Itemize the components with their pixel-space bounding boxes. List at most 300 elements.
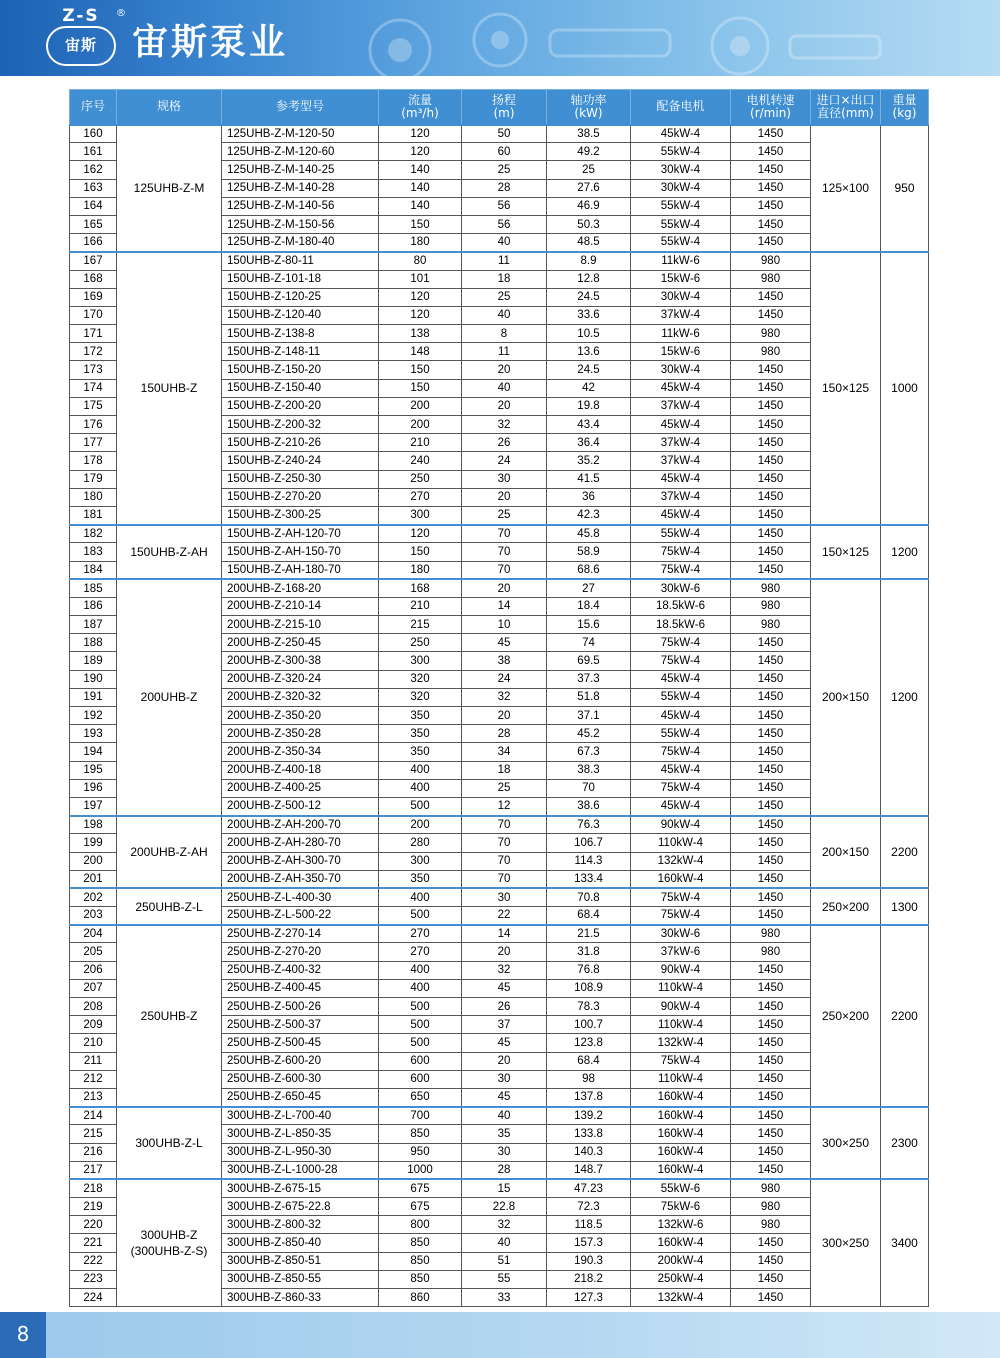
cell-no: 190 bbox=[70, 670, 117, 688]
cell-flow: 400 bbox=[379, 779, 462, 797]
cell-no: 172 bbox=[70, 343, 117, 361]
cell-flow: 140 bbox=[379, 161, 462, 179]
cell-speed: 1450 bbox=[731, 125, 811, 143]
cell-model: 250UHB-Z-400-45 bbox=[222, 979, 379, 997]
cell-model: 250UHB-Z-650-45 bbox=[222, 1088, 379, 1106]
cell-model: 250UHB-Z-L-500-22 bbox=[222, 907, 379, 925]
cell-model: 250UHB-Z-270-14 bbox=[222, 925, 379, 943]
cell-power: 13.6 bbox=[547, 343, 631, 361]
cell-port: 125×100 bbox=[811, 125, 881, 252]
cell-motor: 75kW-4 bbox=[631, 652, 731, 670]
cell-power: 137.8 bbox=[547, 1088, 631, 1106]
cell-power: 47.23 bbox=[547, 1179, 631, 1197]
cell-motor: 37kW-4 bbox=[631, 306, 731, 324]
table-row bbox=[70, 816, 929, 834]
cell-head: 20 bbox=[462, 579, 547, 597]
cell-speed: 1450 bbox=[731, 1034, 811, 1052]
cell-speed: 1450 bbox=[731, 1070, 811, 1088]
cell-head: 8 bbox=[462, 325, 547, 343]
cell-no: 169 bbox=[70, 288, 117, 306]
cell-power: 190.3 bbox=[547, 1252, 631, 1270]
cell-head: 18 bbox=[462, 761, 547, 779]
cell-head: 33 bbox=[462, 1289, 547, 1307]
cell-port: 150×125 bbox=[811, 525, 881, 580]
cell-head: 25 bbox=[462, 779, 547, 797]
cell-no: 167 bbox=[70, 252, 117, 270]
cell-motor: 15kW-6 bbox=[631, 270, 731, 288]
cell-no: 179 bbox=[70, 470, 117, 488]
cell-head: 37 bbox=[462, 1016, 547, 1034]
cell-model: 200UHB-Z-168-20 bbox=[222, 579, 379, 597]
table-row bbox=[70, 252, 929, 270]
cell-model: 250UHB-Z-500-26 bbox=[222, 998, 379, 1016]
cell-model: 200UHB-Z-300-38 bbox=[222, 652, 379, 670]
cell-power: 45.2 bbox=[547, 725, 631, 743]
cell-no: 173 bbox=[70, 361, 117, 379]
cell-motor: 45kW-4 bbox=[631, 707, 731, 725]
cell-head: 60 bbox=[462, 143, 547, 161]
cell-head: 30 bbox=[462, 470, 547, 488]
cell-speed: 1450 bbox=[731, 852, 811, 870]
cell-model: 250UHB-Z-500-45 bbox=[222, 1034, 379, 1052]
cell-power: 218.2 bbox=[547, 1270, 631, 1288]
cell-speed: 1450 bbox=[731, 743, 811, 761]
cell-motor: 90kW-4 bbox=[631, 961, 731, 979]
cell-motor: 55kW-4 bbox=[631, 234, 731, 252]
page-number-box bbox=[0, 1312, 46, 1358]
cell-motor: 45kW-4 bbox=[631, 470, 731, 488]
cell-flow: 168 bbox=[379, 579, 462, 597]
cell-port: 200×150 bbox=[811, 816, 881, 889]
cell-power: 76.3 bbox=[547, 816, 631, 834]
cell-flow: 400 bbox=[379, 961, 462, 979]
cell-motor: 160kW-4 bbox=[631, 1234, 731, 1252]
cell-motor: 75kW-4 bbox=[631, 907, 731, 925]
cell-head: 20 bbox=[462, 397, 547, 415]
cell-flow: 148 bbox=[379, 343, 462, 361]
cell-head: 28 bbox=[462, 1161, 547, 1179]
cell-motor: 45kW-4 bbox=[631, 379, 731, 397]
cell-no: 211 bbox=[70, 1052, 117, 1070]
cell-flow: 500 bbox=[379, 797, 462, 815]
cell-flow: 850 bbox=[379, 1252, 462, 1270]
cell-motor: 11kW-6 bbox=[631, 252, 731, 270]
spec-label: 300UHB-Z-L bbox=[135, 1136, 203, 1150]
cell-flow: 200 bbox=[379, 397, 462, 415]
cell-motor: 132kW-4 bbox=[631, 852, 731, 870]
cell-motor: 160kW-4 bbox=[631, 870, 731, 888]
cell-speed: 980 bbox=[731, 616, 811, 634]
cell-power: 114.3 bbox=[547, 852, 631, 870]
cell-power: 38.5 bbox=[547, 125, 631, 143]
cell-no: 188 bbox=[70, 634, 117, 652]
cell-model: 200UHB-Z-AH-300-70 bbox=[222, 852, 379, 870]
cell-flow: 600 bbox=[379, 1052, 462, 1070]
cell-model: 300UHB-Z-L-1000-28 bbox=[222, 1161, 379, 1179]
cell-no: 194 bbox=[70, 743, 117, 761]
cell-no: 201 bbox=[70, 870, 117, 888]
cell-power: 10.5 bbox=[547, 325, 631, 343]
cell-no: 185 bbox=[70, 579, 117, 597]
cell-flow: 200 bbox=[379, 816, 462, 834]
cell-no: 208 bbox=[70, 998, 117, 1016]
cell-power: 133.4 bbox=[547, 870, 631, 888]
cell-head: 26 bbox=[462, 998, 547, 1016]
cell-model: 300UHB-Z-675-22.8 bbox=[222, 1198, 379, 1216]
cell-speed: 1450 bbox=[731, 215, 811, 233]
cell-power: 38.6 bbox=[547, 797, 631, 815]
cell-model: 200UHB-Z-AH-280-70 bbox=[222, 834, 379, 852]
cell-power: 27 bbox=[547, 579, 631, 597]
cell-motor: 132kW-4 bbox=[631, 1289, 731, 1307]
cell-power: 98 bbox=[547, 1070, 631, 1088]
cell-head: 40 bbox=[462, 1107, 547, 1125]
cell-model: 150UHB-Z-150-40 bbox=[222, 379, 379, 397]
cell-speed: 1450 bbox=[731, 234, 811, 252]
cell-model: 125UHB-Z-M-180-40 bbox=[222, 234, 379, 252]
cell-motor: 75kW-4 bbox=[631, 634, 731, 652]
cell-speed: 1450 bbox=[731, 161, 811, 179]
cell-spec bbox=[117, 252, 222, 525]
cell-flow: 350 bbox=[379, 725, 462, 743]
cell-no: 205 bbox=[70, 943, 117, 961]
cell-power: 58.9 bbox=[547, 543, 631, 561]
cell-head: 56 bbox=[462, 215, 547, 233]
cell-power: 37.3 bbox=[547, 670, 631, 688]
cell-flow: 270 bbox=[379, 943, 462, 961]
cell-spec bbox=[117, 579, 222, 815]
cell-motor: 30kW-4 bbox=[631, 361, 731, 379]
cell-power: 148.7 bbox=[547, 1161, 631, 1179]
cell-head: 70 bbox=[462, 834, 547, 852]
cell-flow: 950 bbox=[379, 1143, 462, 1161]
cell-no: 223 bbox=[70, 1270, 117, 1288]
cell-speed: 1450 bbox=[731, 543, 811, 561]
cell-speed: 1450 bbox=[731, 488, 811, 506]
cell-flow: 400 bbox=[379, 761, 462, 779]
cell-speed: 1450 bbox=[731, 1052, 811, 1070]
cell-speed: 1450 bbox=[731, 1270, 811, 1288]
cell-power: 8.9 bbox=[547, 252, 631, 270]
cell-model: 150UHB-Z-200-32 bbox=[222, 416, 379, 434]
cell-model: 125UHB-Z-M-150-56 bbox=[222, 215, 379, 233]
cell-motor: 75kW-4 bbox=[631, 561, 731, 579]
cell-motor: 250kW-4 bbox=[631, 1270, 731, 1288]
cell-motor: 75kW-4 bbox=[631, 743, 731, 761]
cell-head: 40 bbox=[462, 379, 547, 397]
cell-flow: 675 bbox=[379, 1179, 462, 1197]
cell-head: 20 bbox=[462, 361, 547, 379]
cell-no: 170 bbox=[70, 306, 117, 324]
cell-flow: 500 bbox=[379, 907, 462, 925]
cell-speed: 1450 bbox=[731, 288, 811, 306]
cell-speed: 980 bbox=[731, 252, 811, 270]
cell-no: 171 bbox=[70, 325, 117, 343]
cell-power: 70 bbox=[547, 779, 631, 797]
cell-head: 22 bbox=[462, 907, 547, 925]
cell-speed: 980 bbox=[731, 1198, 811, 1216]
cell-model: 200UHB-Z-500-12 bbox=[222, 797, 379, 815]
cell-speed: 1450 bbox=[731, 397, 811, 415]
cell-flow: 320 bbox=[379, 670, 462, 688]
cell-head: 14 bbox=[462, 925, 547, 943]
cell-flow: 200 bbox=[379, 416, 462, 434]
cell-power: 31.8 bbox=[547, 943, 631, 961]
cell-flow: 500 bbox=[379, 998, 462, 1016]
cell-model: 200UHB-Z-215-10 bbox=[222, 616, 379, 634]
cell-no: 212 bbox=[70, 1070, 117, 1088]
cell-flow: 300 bbox=[379, 652, 462, 670]
cell-flow: 120 bbox=[379, 525, 462, 543]
cell-head: 32 bbox=[462, 961, 547, 979]
cell-model: 300UHB-Z-L-850-35 bbox=[222, 1125, 379, 1143]
cell-power: 42 bbox=[547, 379, 631, 397]
cell-flow: 140 bbox=[379, 197, 462, 215]
col-header-weight: 重量 (kg) bbox=[881, 90, 929, 125]
cell-speed: 1450 bbox=[731, 779, 811, 797]
cell-power: 25 bbox=[547, 161, 631, 179]
cell-flow: 500 bbox=[379, 1034, 462, 1052]
cell-speed: 1450 bbox=[731, 998, 811, 1016]
cell-motor: 45kW-4 bbox=[631, 125, 731, 143]
cell-motor: 30kW-6 bbox=[631, 579, 731, 597]
cell-speed: 1450 bbox=[731, 834, 811, 852]
cell-model: 250UHB-Z-600-30 bbox=[222, 1070, 379, 1088]
cell-model: 300UHB-Z-850-55 bbox=[222, 1270, 379, 1288]
cell-flow: 215 bbox=[379, 616, 462, 634]
cell-no: 176 bbox=[70, 416, 117, 434]
cell-head: 45 bbox=[462, 634, 547, 652]
cell-model: 200UHB-Z-250-45 bbox=[222, 634, 379, 652]
cell-model: 150UHB-Z-270-20 bbox=[222, 488, 379, 506]
cell-power: 24.5 bbox=[547, 361, 631, 379]
cell-motor: 37kW-4 bbox=[631, 397, 731, 415]
cell-power: 72.3 bbox=[547, 1198, 631, 1216]
cell-flow: 140 bbox=[379, 179, 462, 197]
cell-flow: 350 bbox=[379, 870, 462, 888]
cell-flow: 860 bbox=[379, 1289, 462, 1307]
col-header-model: 参考型号 bbox=[222, 90, 379, 125]
spec-label: 250UHB-Z-L bbox=[135, 899, 203, 914]
cell-spec bbox=[117, 888, 222, 924]
cell-speed: 1450 bbox=[731, 816, 811, 834]
cell-flow: 180 bbox=[379, 234, 462, 252]
cell-model: 150UHB-Z-101-18 bbox=[222, 270, 379, 288]
cell-flow: 270 bbox=[379, 488, 462, 506]
cell-motor: 160kW-4 bbox=[631, 1088, 731, 1106]
cell-weight: 2300 bbox=[881, 1107, 929, 1180]
cell-spec bbox=[117, 1107, 222, 1180]
cell-power: 123.8 bbox=[547, 1034, 631, 1052]
cell-flow: 120 bbox=[379, 125, 462, 143]
cell-speed: 1450 bbox=[731, 725, 811, 743]
cell-no: 217 bbox=[70, 1161, 117, 1179]
cell-no: 178 bbox=[70, 452, 117, 470]
cell-motor: 55kW-4 bbox=[631, 143, 731, 161]
cell-no: 186 bbox=[70, 597, 117, 615]
cell-motor: 55kW-4 bbox=[631, 197, 731, 215]
cell-power: 37.1 bbox=[547, 707, 631, 725]
cell-speed: 1450 bbox=[731, 179, 811, 197]
cell-motor: 160kW-4 bbox=[631, 1161, 731, 1179]
cell-motor: 90kW-4 bbox=[631, 816, 731, 834]
cell-head: 14 bbox=[462, 597, 547, 615]
cell-motor: 160kW-4 bbox=[631, 1143, 731, 1161]
table-row bbox=[70, 125, 929, 143]
cell-power: 118.5 bbox=[547, 1216, 631, 1234]
cell-motor: 55kW-4 bbox=[631, 688, 731, 706]
cell-motor: 110kW-4 bbox=[631, 979, 731, 997]
cell-no: 187 bbox=[70, 616, 117, 634]
cell-power: 35.2 bbox=[547, 452, 631, 470]
cell-flow: 700 bbox=[379, 1107, 462, 1125]
cell-speed: 980 bbox=[731, 1216, 811, 1234]
cell-flow: 240 bbox=[379, 452, 462, 470]
cell-flow: 350 bbox=[379, 707, 462, 725]
cell-head: 32 bbox=[462, 1216, 547, 1234]
cell-model: 200UHB-Z-210-14 bbox=[222, 597, 379, 615]
cell-power: 68.4 bbox=[547, 907, 631, 925]
cell-flow: 300 bbox=[379, 506, 462, 524]
table-body bbox=[70, 125, 929, 1307]
cell-no: 165 bbox=[70, 215, 117, 233]
table-row bbox=[70, 888, 929, 906]
cell-motor: 75kW-4 bbox=[631, 779, 731, 797]
cell-model: 150UHB-Z-250-30 bbox=[222, 470, 379, 488]
cell-speed: 1450 bbox=[731, 1252, 811, 1270]
cell-speed: 1450 bbox=[731, 1161, 811, 1179]
cell-model: 150UHB-Z-210-26 bbox=[222, 434, 379, 452]
cell-weight: 1200 bbox=[881, 525, 929, 580]
cell-no: 164 bbox=[70, 197, 117, 215]
cell-power: 69.5 bbox=[547, 652, 631, 670]
cell-flow: 150 bbox=[379, 379, 462, 397]
cell-flow: 180 bbox=[379, 561, 462, 579]
spec-label: 125UHB-Z-M bbox=[133, 181, 205, 196]
cell-no: 175 bbox=[70, 397, 117, 415]
table-row bbox=[70, 1107, 929, 1125]
cell-head: 35 bbox=[462, 1125, 547, 1143]
cell-flow: 600 bbox=[379, 1070, 462, 1088]
cell-port: 300×250 bbox=[811, 1107, 881, 1180]
cell-motor: 160kW-4 bbox=[631, 1125, 731, 1143]
cell-speed: 1450 bbox=[731, 761, 811, 779]
cell-no: 202 bbox=[70, 888, 117, 906]
cell-head: 70 bbox=[462, 561, 547, 579]
cell-model: 150UHB-Z-AH-180-70 bbox=[222, 561, 379, 579]
table-row bbox=[70, 579, 929, 597]
cell-power: 74 bbox=[547, 634, 631, 652]
cell-head: 34 bbox=[462, 743, 547, 761]
cell-flow: 500 bbox=[379, 1016, 462, 1034]
cell-head: 25 bbox=[462, 506, 547, 524]
cell-speed: 1450 bbox=[731, 1143, 811, 1161]
cell-power: 157.3 bbox=[547, 1234, 631, 1252]
cell-flow: 150 bbox=[379, 361, 462, 379]
cell-model: 150UHB-Z-138-8 bbox=[222, 325, 379, 343]
cell-speed: 1450 bbox=[731, 797, 811, 815]
cell-model: 150UHB-Z-300-25 bbox=[222, 506, 379, 524]
cell-motor: 18.5kW-6 bbox=[631, 597, 731, 615]
cell-flow: 250 bbox=[379, 634, 462, 652]
spec-label: 150UHB-Z-AH bbox=[130, 544, 208, 559]
cell-model: 300UHB-Z-675-15 bbox=[222, 1179, 379, 1197]
cell-model: 150UHB-Z-150-20 bbox=[222, 361, 379, 379]
cell-motor: 132kW-6 bbox=[631, 1216, 731, 1234]
cell-speed: 1450 bbox=[731, 434, 811, 452]
cell-power: 36 bbox=[547, 488, 631, 506]
cell-no: 177 bbox=[70, 434, 117, 452]
cell-head: 70 bbox=[462, 543, 547, 561]
company-logo bbox=[44, 6, 126, 70]
cell-speed: 980 bbox=[731, 270, 811, 288]
cell-speed: 1450 bbox=[731, 634, 811, 652]
cell-model: 200UHB-Z-320-32 bbox=[222, 688, 379, 706]
cell-spec bbox=[117, 816, 222, 889]
spec-label: 150UHB-Z bbox=[140, 381, 198, 396]
cell-speed: 1450 bbox=[731, 525, 811, 543]
table-row bbox=[70, 925, 929, 943]
cell-speed: 1450 bbox=[731, 143, 811, 161]
cell-no: 160 bbox=[70, 125, 117, 143]
cell-speed: 980 bbox=[731, 943, 811, 961]
col-header-port: 进口×出口 直径(mm) bbox=[811, 90, 881, 125]
cell-no: 207 bbox=[70, 979, 117, 997]
cell-power: 133.8 bbox=[547, 1125, 631, 1143]
cell-model: 300UHB-Z-800-32 bbox=[222, 1216, 379, 1234]
cell-head: 26 bbox=[462, 434, 547, 452]
cell-no: 180 bbox=[70, 488, 117, 506]
cell-no: 220 bbox=[70, 1216, 117, 1234]
cell-power: 48.5 bbox=[547, 234, 631, 252]
cell-head: 40 bbox=[462, 1234, 547, 1252]
table-header bbox=[70, 90, 929, 125]
cell-head: 30 bbox=[462, 1070, 547, 1088]
cell-no: 191 bbox=[70, 688, 117, 706]
cell-model: 150UHB-Z-200-20 bbox=[222, 397, 379, 415]
cell-flow: 675 bbox=[379, 1198, 462, 1216]
cell-power: 68.6 bbox=[547, 561, 631, 579]
col-header-flow: 流量 (m³/h) bbox=[379, 90, 462, 125]
cell-power: 108.9 bbox=[547, 979, 631, 997]
cell-no: 182 bbox=[70, 525, 117, 543]
cell-speed: 1450 bbox=[731, 870, 811, 888]
page-number: 8 bbox=[16, 1322, 30, 1346]
cell-model: 250UHB-Z-500-37 bbox=[222, 1016, 379, 1034]
cell-no: 168 bbox=[70, 270, 117, 288]
cell-motor: 75kW-4 bbox=[631, 543, 731, 561]
cell-motor: 30kW-6 bbox=[631, 925, 731, 943]
cell-model: 150UHB-Z-80-11 bbox=[222, 252, 379, 270]
cell-speed: 1450 bbox=[731, 361, 811, 379]
cell-flow: 250 bbox=[379, 470, 462, 488]
cell-model: 200UHB-Z-AH-200-70 bbox=[222, 816, 379, 834]
cell-flow: 350 bbox=[379, 743, 462, 761]
cell-flow: 120 bbox=[379, 306, 462, 324]
cell-model: 200UHB-Z-350-20 bbox=[222, 707, 379, 725]
cell-speed: 1450 bbox=[731, 379, 811, 397]
cell-head: 45 bbox=[462, 979, 547, 997]
cell-motor: 75kW-4 bbox=[631, 1052, 731, 1070]
cell-motor: 200kW-4 bbox=[631, 1252, 731, 1270]
cell-power: 45.8 bbox=[547, 525, 631, 543]
cell-motor: 30kW-4 bbox=[631, 288, 731, 306]
cell-no: 163 bbox=[70, 179, 117, 197]
cell-port: 150×125 bbox=[811, 252, 881, 525]
cell-motor: 30kW-4 bbox=[631, 179, 731, 197]
cell-speed: 1450 bbox=[731, 652, 811, 670]
cell-head: 45 bbox=[462, 1088, 547, 1106]
